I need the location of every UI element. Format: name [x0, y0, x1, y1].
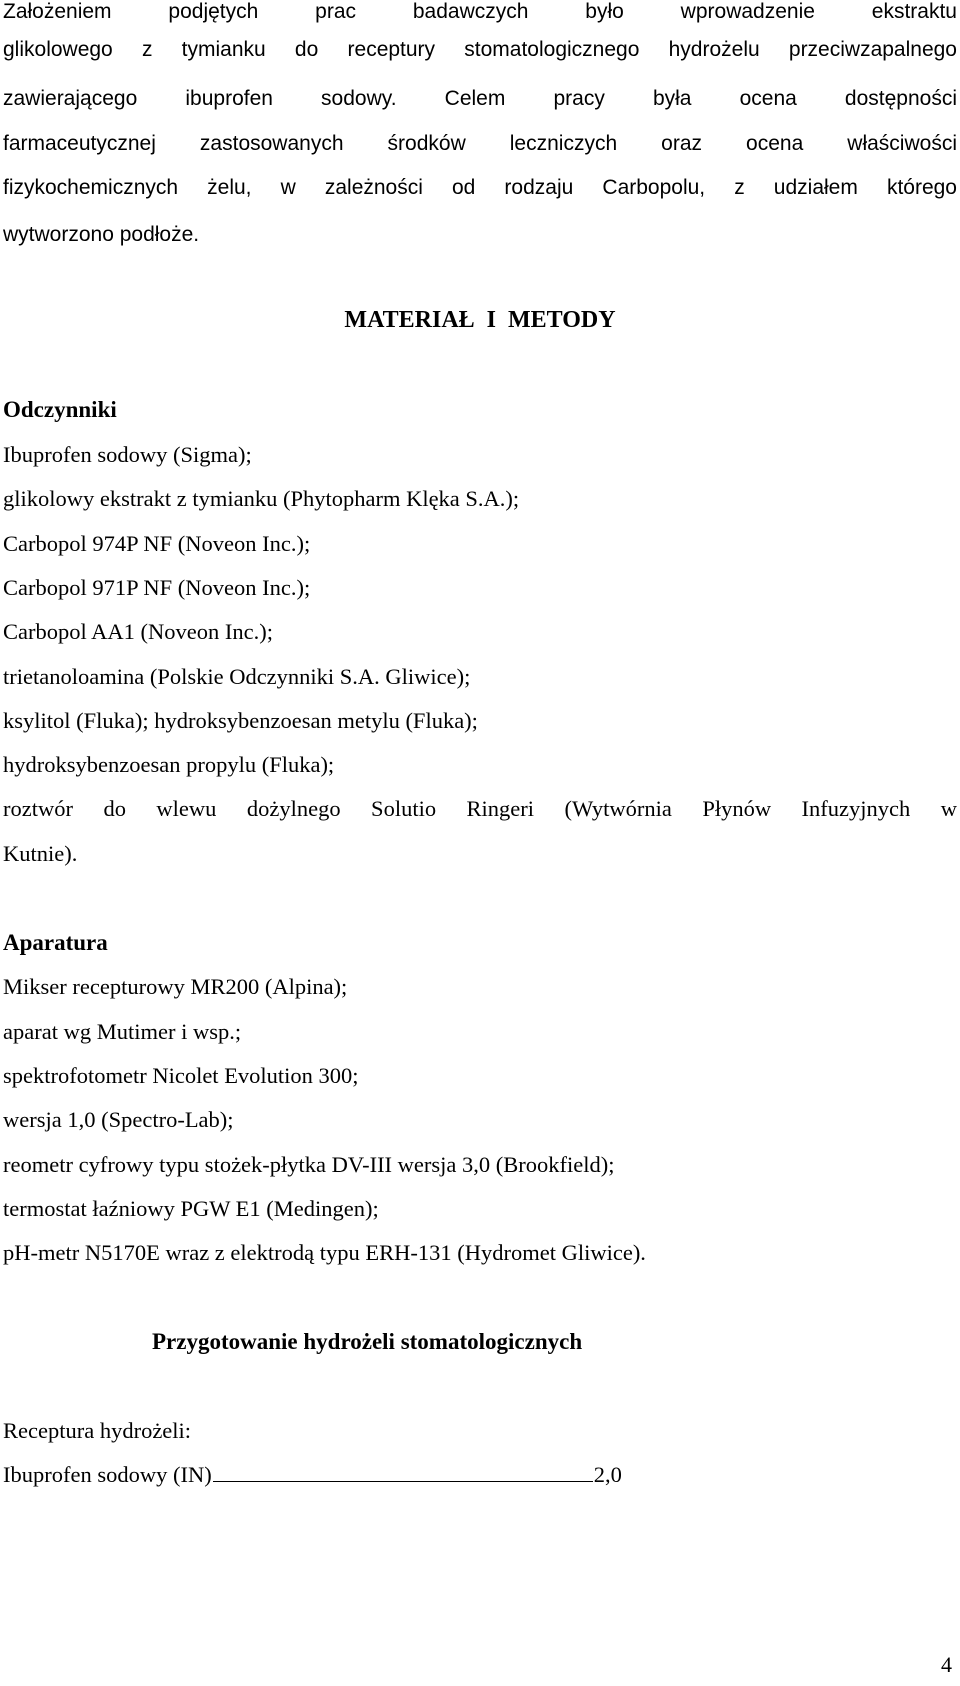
apparatus-item: wersja 1,0 (Spectro-Lab); [3, 1107, 234, 1132]
reagent-item: Kutnie). [3, 841, 78, 866]
intro-line-5: fizykochemicznych żelu, w zależności od rodzaju Carbopolu, z udziałem którego [3, 176, 957, 199]
reagent-item: Carbopol 971P NF (Noveon Inc.); [3, 575, 311, 600]
apparatus-item: termostat łaźniowy PGW E1 (Medingen); [3, 1196, 379, 1221]
dotted-leader [213, 1463, 593, 1482]
page-number: 4 [941, 1652, 952, 1677]
intro-line-1: Założeniem podjętych prac badawczych było wprowadzenie ekstraktu [3, 0, 957, 23]
recipe-label: Receptura hydrożeli: [3, 1418, 192, 1443]
intro-line-2: glikolowego z tymianku do receptury stomatologicznego hydrożelu przeciwzapalnego [3, 38, 957, 61]
intro-line-6: wytworzono podłoże. [3, 223, 200, 246]
reagent-item: Carbopol AA1 (Noveon Inc.); [3, 619, 273, 644]
intro-line-4: farmaceutycznej zastosowanych środków leczniczych oraz ocena właściwości [3, 132, 957, 155]
apparatus-item: pH-metr N5170E wraz z elektrodą typu ERH-131 (Hydromet Gliwice). [3, 1240, 646, 1265]
recipe-line [3, 1460, 622, 1490]
apparatus-item: reometr cyfrowy typu stożek-płytka DV-III wersja 3,0 (Brookfield); [3, 1152, 615, 1177]
apparatus-item: spektrofotometr Nicolet Evolution 300; [3, 1063, 359, 1088]
reagent-item: Ibuprofen sodowy (Sigma); [3, 442, 252, 467]
reagent-item: trietanoloamina (Polskie Odczynniki S.A. Gliwice); [3, 664, 471, 689]
intro-line-3: zawierającego ibuprofen sodowy. Celem pracy była ocena dostępności [3, 87, 957, 110]
reagents-heading: Odczynniki [3, 397, 117, 422]
section-title: MATERIAŁ I METODY [344, 307, 616, 333]
recipe-item: Ibuprofen sodowy (IN) [3, 1462, 212, 1487]
reagent-item: glikolowy ekstrakt z tymianku (Phytopharm Klęka S.A.); [3, 486, 520, 511]
reagent-item: roztwór do wlewu dożylnego Solutio Ringeri (Wytwórnia Płynów Infuzyjnych w [3, 796, 957, 821]
recipe-amount: 2,0 [593, 1462, 622, 1487]
reagent-item: ksylitol (Fluka); hydroksybenzoesan metylu (Fluka); [3, 708, 478, 733]
apparatus-heading: Aparatura [3, 930, 108, 955]
reagent-item: Carbopol 974P NF (Noveon Inc.); [3, 531, 311, 556]
apparatus-item: aparat wg Mutimer i wsp.; [3, 1019, 242, 1044]
apparatus-item: Mikser recepturowy MR200 (Alpina); [3, 974, 348, 999]
preparation-heading: Przygotowanie hydrożeli stomatologicznych [152, 1329, 583, 1354]
reagent-item: hydroksybenzoesan propylu (Fluka); [3, 752, 335, 777]
